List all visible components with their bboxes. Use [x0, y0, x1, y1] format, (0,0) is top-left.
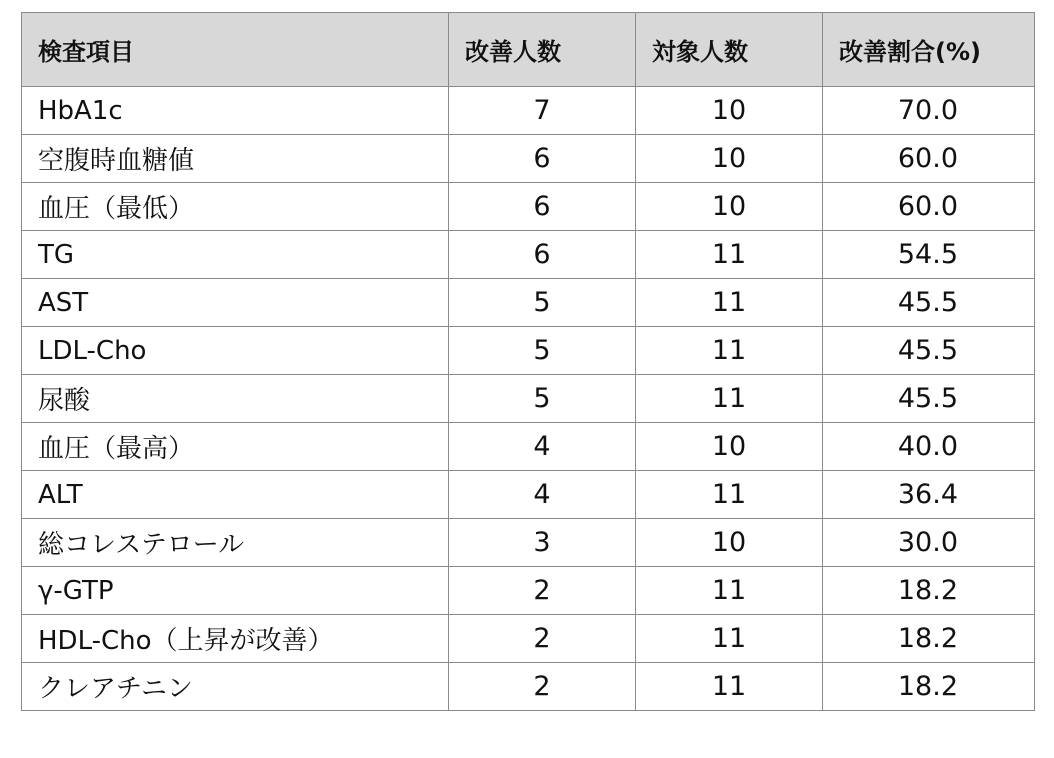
header-row [22, 13, 1035, 87]
header-improved-count: 改善人数 [449, 13, 636, 87]
table-row [22, 663, 1035, 711]
cell-improvement-rate: 70.0 [823, 87, 1035, 135]
table-row [22, 519, 1035, 567]
cell-target-count: 10 [636, 135, 823, 183]
cell-item: LDL-Cho [22, 327, 449, 375]
cell-improved-count: 2 [449, 615, 636, 663]
cell-improvement-rate: 45.5 [823, 279, 1035, 327]
table-row [22, 615, 1035, 663]
table-row [22, 135, 1035, 183]
cell-target-count: 11 [636, 471, 823, 519]
cell-improvement-rate: 45.5 [823, 375, 1035, 423]
cell-target-count: 10 [636, 519, 823, 567]
cell-improved-count: 5 [449, 279, 636, 327]
cell-target-count: 11 [636, 231, 823, 279]
table-row [22, 231, 1035, 279]
cell-improvement-rate: 54.5 [823, 231, 1035, 279]
cell-target-count: 11 [636, 279, 823, 327]
table-row [22, 423, 1035, 471]
cell-improvement-rate: 60.0 [823, 135, 1035, 183]
header-item: 検査項目 [22, 13, 449, 87]
cell-improvement-rate: 40.0 [823, 423, 1035, 471]
cell-improvement-rate: 18.2 [823, 615, 1035, 663]
cell-improved-count: 6 [449, 183, 636, 231]
improvement-table [21, 12, 1035, 711]
cell-target-count: 10 [636, 423, 823, 471]
cell-item: 尿酸 [22, 375, 449, 423]
cell-improved-count: 6 [449, 135, 636, 183]
cell-improvement-rate: 30.0 [823, 519, 1035, 567]
cell-improvement-rate: 60.0 [823, 183, 1035, 231]
header-target-count: 対象人数 [636, 13, 823, 87]
cell-item: 総コレステロール [22, 519, 449, 567]
cell-target-count: 11 [636, 567, 823, 615]
table-body [22, 87, 1035, 711]
cell-improved-count: 5 [449, 327, 636, 375]
cell-improved-count: 2 [449, 663, 636, 711]
table-row [22, 375, 1035, 423]
cell-improvement-rate: 45.5 [823, 327, 1035, 375]
cell-target-count: 11 [636, 327, 823, 375]
table-row [22, 567, 1035, 615]
cell-item: 血圧（最低） [22, 183, 449, 231]
table-row [22, 279, 1035, 327]
cell-improvement-rate: 18.2 [823, 663, 1035, 711]
cell-item: TG [22, 231, 449, 279]
cell-item: ALT [22, 471, 449, 519]
cell-improvement-rate: 36.4 [823, 471, 1035, 519]
cell-improved-count: 5 [449, 375, 636, 423]
table-row [22, 471, 1035, 519]
cell-improved-count: 3 [449, 519, 636, 567]
cell-item: HDL-Cho（上昇が改善） [22, 615, 449, 663]
cell-improvement-rate: 18.2 [823, 567, 1035, 615]
cell-target-count: 11 [636, 375, 823, 423]
table-header [22, 13, 1035, 87]
cell-target-count: 11 [636, 663, 823, 711]
cell-improved-count: 4 [449, 471, 636, 519]
table-row [22, 327, 1035, 375]
cell-improved-count: 6 [449, 231, 636, 279]
table-row [22, 183, 1035, 231]
cell-item: HbA1c [22, 87, 449, 135]
cell-item: 血圧（最高） [22, 423, 449, 471]
cell-item: クレアチニン [22, 663, 449, 711]
table-row [22, 87, 1035, 135]
cell-improved-count: 2 [449, 567, 636, 615]
header-improvement-rate: 改善割合(%) [823, 13, 1035, 87]
cell-target-count: 11 [636, 615, 823, 663]
cell-item: AST [22, 279, 449, 327]
cell-target-count: 10 [636, 87, 823, 135]
cell-improved-count: 4 [449, 423, 636, 471]
cell-item: γ-GTP [22, 567, 449, 615]
cell-item: 空腹時血糖値 [22, 135, 449, 183]
cell-improved-count: 7 [449, 87, 636, 135]
cell-target-count: 10 [636, 183, 823, 231]
